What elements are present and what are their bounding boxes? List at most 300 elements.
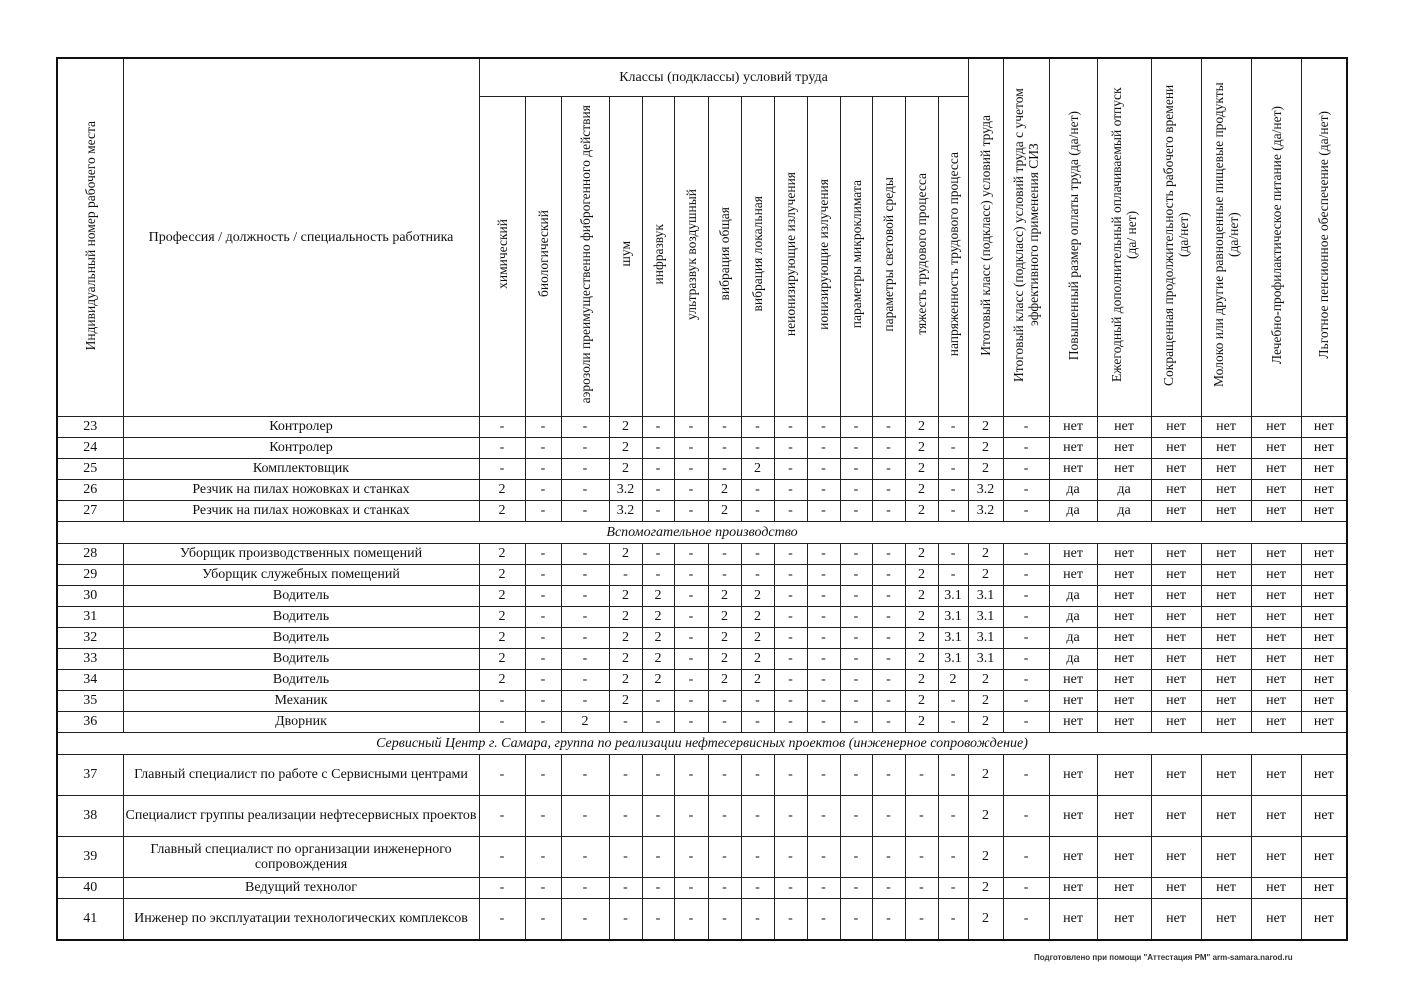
factor-class-cell: - <box>872 795 905 836</box>
guarantee-cell: нет <box>1151 690 1201 711</box>
factor-class-cell: 2 <box>708 669 741 690</box>
profession-name: Дворник <box>123 711 479 732</box>
workplace-number: 29 <box>57 564 123 585</box>
profession-name: Контролер <box>123 416 479 437</box>
factor-class-cell: - <box>609 836 642 877</box>
final-class-cell: 2 <box>968 836 1003 877</box>
final-class-cell: 3.1 <box>968 606 1003 627</box>
factor-class-cell: - <box>741 416 774 437</box>
workplace-number: 41 <box>57 898 123 940</box>
section-title: Вспомогательное производство <box>57 521 1347 543</box>
workplace-number: 31 <box>57 606 123 627</box>
guarantee-cell: нет <box>1201 754 1251 795</box>
factor-class-cell: - <box>708 564 741 585</box>
final-class-cell: - <box>1003 690 1049 711</box>
factor-class-cell: - <box>840 836 872 877</box>
guarantee-cell: нет <box>1151 627 1201 648</box>
factor-class-cell: - <box>774 877 807 898</box>
profession-name: Комплектовщик <box>123 458 479 479</box>
factor-class-cell: - <box>840 795 872 836</box>
factor-class-cell: - <box>872 754 905 795</box>
factor-class-cell: - <box>741 711 774 732</box>
factor-class-cell: 2 <box>479 669 525 690</box>
factor-class-cell: - <box>609 564 642 585</box>
factor-class-cell: - <box>938 711 968 732</box>
header-guarantee: Молоко или другие равноценные пищевые продукты (да/нет) <box>1201 58 1251 416</box>
final-class-cell: 3.1 <box>968 627 1003 648</box>
guarantee-cell: нет <box>1049 690 1097 711</box>
factor-class-cell: - <box>741 836 774 877</box>
factor-class-cell: - <box>674 648 708 669</box>
guarantee-cell: нет <box>1097 458 1151 479</box>
factor-class-cell: - <box>561 564 609 585</box>
guarantee-cell: нет <box>1301 898 1347 940</box>
factor-class-cell: - <box>774 898 807 940</box>
factor-class-cell: 2 <box>741 606 774 627</box>
factor-class-cell: - <box>938 836 968 877</box>
guarantee-cell: нет <box>1251 606 1301 627</box>
factor-class-cell: 2 <box>741 585 774 606</box>
profession-name: Резчик на пилах ножовках и станках <box>123 479 479 500</box>
factor-class-cell: - <box>741 479 774 500</box>
guarantee-cell: нет <box>1201 416 1251 437</box>
factor-class-cell: - <box>561 836 609 877</box>
factor-class-cell: - <box>642 458 674 479</box>
table-row <box>57 543 1347 564</box>
factor-class-cell: - <box>840 648 872 669</box>
guarantee-cell: нет <box>1251 877 1301 898</box>
factor-class-cell: - <box>642 500 674 521</box>
factor-class-cell: 2 <box>561 711 609 732</box>
factor-class-cell: - <box>938 898 968 940</box>
factor-class-cell: - <box>642 416 674 437</box>
factor-class-cell: 2 <box>479 627 525 648</box>
factor-class-cell: - <box>905 754 938 795</box>
factor-class-cell: - <box>872 479 905 500</box>
factor-class-cell: - <box>561 479 609 500</box>
factor-class-cell: - <box>872 606 905 627</box>
factor-class-cell: 2 <box>642 627 674 648</box>
guarantee-cell: нет <box>1097 543 1151 564</box>
guarantee-cell: нет <box>1097 711 1151 732</box>
guarantee-cell: нет <box>1151 898 1201 940</box>
factor-class-cell: - <box>741 898 774 940</box>
factor-class-cell: 2 <box>938 669 968 690</box>
guarantee-cell: нет <box>1097 795 1151 836</box>
factor-class-cell: - <box>674 898 708 940</box>
profession-name: Главный специалист по работе с Сервисными центрами <box>123 754 479 795</box>
factor-class-cell: - <box>525 754 561 795</box>
factor-class-cell: - <box>872 416 905 437</box>
factor-class-cell: - <box>479 877 525 898</box>
workplace-number: 33 <box>57 648 123 669</box>
factor-class-cell: 3.1 <box>938 585 968 606</box>
factor-class-cell: 2 <box>741 458 774 479</box>
profession-name: Резчик на пилах ножовках и станках <box>123 500 479 521</box>
factor-class-cell: - <box>905 898 938 940</box>
guarantee-cell: нет <box>1151 437 1201 458</box>
factor-class-cell: - <box>872 877 905 898</box>
factor-class-cell: - <box>479 795 525 836</box>
workplace-number: 30 <box>57 585 123 606</box>
guarantee-cell: нет <box>1097 606 1151 627</box>
factor-class-cell: - <box>674 711 708 732</box>
factor-class-cell: - <box>938 877 968 898</box>
header-guarantee: Льготное пенсионное обеспечение (да/нет) <box>1301 58 1347 416</box>
table-row <box>57 898 1347 940</box>
factor-class-cell: - <box>807 754 840 795</box>
final-class-cell: - <box>1003 606 1049 627</box>
header-guarantee: Повышенный размер оплаты труда (да/нет) <box>1049 58 1097 416</box>
guarantee-cell: нет <box>1251 543 1301 564</box>
factor-class-cell: - <box>807 416 840 437</box>
factor-class-cell: - <box>561 877 609 898</box>
final-class-cell: 2 <box>968 754 1003 795</box>
factor-class-cell: - <box>774 690 807 711</box>
factor-class-cell: - <box>561 585 609 606</box>
workplace-number: 36 <box>57 711 123 732</box>
factor-class-cell: - <box>774 500 807 521</box>
guarantee-cell: нет <box>1151 585 1201 606</box>
factor-class-cell: - <box>872 711 905 732</box>
workplace-number: 28 <box>57 543 123 564</box>
factor-class-cell: - <box>905 795 938 836</box>
factor-class-cell: - <box>807 711 840 732</box>
factor-class-cell: - <box>840 754 872 795</box>
guarantee-cell: нет <box>1049 437 1097 458</box>
factor-class-cell: - <box>807 479 840 500</box>
workplace-number: 37 <box>57 754 123 795</box>
guarantee-cell: нет <box>1097 648 1151 669</box>
working-conditions-table <box>56 57 1348 941</box>
factor-class-cell: - <box>807 564 840 585</box>
factor-class-cell: - <box>642 437 674 458</box>
guarantee-cell: нет <box>1251 627 1301 648</box>
factor-class-cell: 2 <box>905 479 938 500</box>
factor-class-cell: - <box>840 564 872 585</box>
factor-class-cell: - <box>561 754 609 795</box>
guarantee-cell: нет <box>1251 754 1301 795</box>
guarantee-cell: нет <box>1301 479 1347 500</box>
factor-class-cell: - <box>479 690 525 711</box>
factor-class-cell: - <box>561 543 609 564</box>
factor-class-cell: - <box>741 437 774 458</box>
factor-class-cell: - <box>774 711 807 732</box>
guarantee-cell: нет <box>1301 690 1347 711</box>
guarantee-cell: нет <box>1301 585 1347 606</box>
factor-class-cell: - <box>642 564 674 585</box>
footer-note: Подготовлено при помощи "Аттестация РМ" arm-samara.narod.ru <box>1034 953 1293 962</box>
guarantee-cell: нет <box>1251 690 1301 711</box>
factor-class-cell: - <box>674 564 708 585</box>
factor-class-cell: - <box>741 564 774 585</box>
header-factor: вибрация локальная <box>741 96 774 416</box>
guarantee-cell: нет <box>1301 669 1347 690</box>
factor-class-cell: - <box>525 606 561 627</box>
factor-class-cell: - <box>741 877 774 898</box>
factor-class-cell: - <box>674 543 708 564</box>
factor-class-cell: - <box>708 711 741 732</box>
factor-class-cell: - <box>840 416 872 437</box>
header-factor: химический <box>479 96 525 416</box>
guarantee-cell: нет <box>1049 416 1097 437</box>
factor-class-cell: - <box>840 437 872 458</box>
guarantee-cell: нет <box>1251 711 1301 732</box>
header-final-class: Итоговый класс (подкласс) условий труда <box>968 58 1003 416</box>
factor-class-cell: - <box>840 711 872 732</box>
guarantee-cell: нет <box>1251 795 1301 836</box>
factor-class-cell: 2 <box>708 606 741 627</box>
final-class-cell: 2 <box>968 690 1003 711</box>
factor-class-cell: - <box>525 543 561 564</box>
factor-class-cell: - <box>872 648 905 669</box>
guarantee-cell: нет <box>1201 669 1251 690</box>
factor-class-cell: - <box>674 877 708 898</box>
guarantee-cell: нет <box>1201 458 1251 479</box>
factor-class-cell: - <box>561 669 609 690</box>
factor-class-cell: - <box>905 877 938 898</box>
factor-class-cell: - <box>774 564 807 585</box>
guarantee-cell: нет <box>1049 795 1097 836</box>
factor-class-cell: - <box>525 564 561 585</box>
factor-class-cell: 2 <box>479 564 525 585</box>
factor-class-cell: - <box>840 690 872 711</box>
guarantee-cell: нет <box>1097 585 1151 606</box>
factor-class-cell: - <box>525 500 561 521</box>
factor-class-cell: - <box>774 543 807 564</box>
profession-name: Уборщик производственных помещений <box>123 543 479 564</box>
section-row <box>57 521 1347 543</box>
guarantee-cell: нет <box>1301 543 1347 564</box>
factor-class-cell: 2 <box>741 648 774 669</box>
factor-class-cell: - <box>561 627 609 648</box>
guarantee-cell: нет <box>1251 437 1301 458</box>
factor-class-cell: - <box>642 711 674 732</box>
guarantee-cell: нет <box>1151 836 1201 877</box>
factor-class-cell: 2 <box>905 627 938 648</box>
factor-class-cell: 2 <box>708 648 741 669</box>
factor-class-cell: - <box>741 543 774 564</box>
table-row <box>57 711 1347 732</box>
factor-class-cell: - <box>774 606 807 627</box>
final-class-cell: 2 <box>968 564 1003 585</box>
factor-class-cell: - <box>609 711 642 732</box>
factor-class-cell: - <box>479 437 525 458</box>
guarantee-cell: нет <box>1301 648 1347 669</box>
guarantee-cell: нет <box>1301 500 1347 521</box>
workplace-number: 38 <box>57 795 123 836</box>
guarantee-cell: нет <box>1151 877 1201 898</box>
workplace-number: 25 <box>57 458 123 479</box>
factor-class-cell: - <box>938 500 968 521</box>
factor-class-cell: - <box>774 669 807 690</box>
factor-class-cell: 2 <box>609 585 642 606</box>
factor-class-cell: - <box>938 754 968 795</box>
factor-class-cell: 2 <box>609 437 642 458</box>
section-title: Сервисный Центр г. Самара, группа по реализации нефтесервисных проектов (инженерное сопровождение) <box>57 732 1347 754</box>
profession-name: Контролер <box>123 437 479 458</box>
factor-class-cell: 2 <box>708 479 741 500</box>
factor-class-cell: - <box>840 898 872 940</box>
factor-class-cell: - <box>938 564 968 585</box>
workplace-number: 35 <box>57 690 123 711</box>
guarantee-cell: нет <box>1151 606 1201 627</box>
factor-class-cell: - <box>872 669 905 690</box>
header-factor: шум <box>609 96 642 416</box>
guarantee-cell: нет <box>1151 458 1201 479</box>
factor-class-cell: - <box>774 754 807 795</box>
final-class-cell: - <box>1003 500 1049 521</box>
factor-class-cell: - <box>741 500 774 521</box>
guarantee-cell: нет <box>1301 627 1347 648</box>
factor-class-cell: - <box>840 627 872 648</box>
factor-class-cell: 2 <box>609 458 642 479</box>
final-class-cell: - <box>1003 669 1049 690</box>
guarantee-cell: нет <box>1201 627 1251 648</box>
guarantee-cell: нет <box>1251 585 1301 606</box>
guarantee-cell: нет <box>1097 416 1151 437</box>
factor-class-cell: 2 <box>741 669 774 690</box>
factor-class-cell: - <box>741 754 774 795</box>
factor-class-cell: 2 <box>479 479 525 500</box>
final-class-cell: 2 <box>968 877 1003 898</box>
factor-class-cell: - <box>938 479 968 500</box>
guarantee-cell: нет <box>1151 711 1201 732</box>
factor-class-cell: - <box>525 458 561 479</box>
guarantee-cell: нет <box>1251 898 1301 940</box>
profession-name: Механик <box>123 690 479 711</box>
factor-class-cell: 2 <box>479 648 525 669</box>
factor-class-cell: 2 <box>905 564 938 585</box>
final-class-cell: - <box>1003 754 1049 795</box>
final-class-cell: 3.2 <box>968 500 1003 521</box>
guarantee-cell: нет <box>1201 500 1251 521</box>
factor-class-cell: - <box>872 437 905 458</box>
final-class-cell: 3.2 <box>968 479 1003 500</box>
guarantee-cell: нет <box>1301 836 1347 877</box>
guarantee-cell: нет <box>1251 479 1301 500</box>
factor-class-cell: - <box>561 437 609 458</box>
factor-class-cell: - <box>525 795 561 836</box>
table-row <box>57 500 1347 521</box>
final-class-cell: - <box>1003 836 1049 877</box>
factor-class-cell: - <box>807 437 840 458</box>
factor-class-cell: - <box>674 795 708 836</box>
factor-class-cell: 2 <box>609 627 642 648</box>
guarantee-cell: нет <box>1151 500 1201 521</box>
section-row <box>57 732 1347 754</box>
factor-class-cell: 2 <box>609 416 642 437</box>
guarantee-cell: нет <box>1151 754 1201 795</box>
factor-class-cell: - <box>774 585 807 606</box>
factor-class-cell: - <box>840 669 872 690</box>
factor-class-cell: - <box>674 500 708 521</box>
guarantee-cell: нет <box>1151 648 1201 669</box>
factor-class-cell: 2 <box>479 500 525 521</box>
table-row <box>57 416 1347 437</box>
factor-class-cell: - <box>807 606 840 627</box>
guarantee-cell: нет <box>1251 564 1301 585</box>
workplace-number: 40 <box>57 877 123 898</box>
header-factor: ультразвук воздушный <box>674 96 708 416</box>
factor-class-cell: - <box>708 898 741 940</box>
factor-class-cell: 2 <box>905 500 938 521</box>
factor-class-cell: 3.1 <box>938 627 968 648</box>
factor-class-cell: - <box>807 877 840 898</box>
guarantee-cell: да <box>1049 648 1097 669</box>
factor-class-cell: - <box>642 877 674 898</box>
guarantee-cell: нет <box>1301 795 1347 836</box>
table-row <box>57 795 1347 836</box>
factor-class-cell: - <box>674 479 708 500</box>
factor-class-cell: - <box>525 690 561 711</box>
factor-class-cell: - <box>642 543 674 564</box>
factor-class-cell: 2 <box>905 437 938 458</box>
guarantee-cell: нет <box>1097 836 1151 877</box>
factor-class-cell: 3.1 <box>938 606 968 627</box>
factor-class-cell: - <box>741 795 774 836</box>
final-class-cell: - <box>1003 564 1049 585</box>
factor-class-cell: - <box>642 898 674 940</box>
guarantee-cell: нет <box>1049 754 1097 795</box>
factor-class-cell: 2 <box>708 585 741 606</box>
guarantee-cell: да <box>1049 500 1097 521</box>
guarantee-cell: нет <box>1201 543 1251 564</box>
factor-class-cell: 2 <box>609 669 642 690</box>
workplace-number: 23 <box>57 416 123 437</box>
guarantee-cell: нет <box>1201 564 1251 585</box>
guarantee-cell: нет <box>1151 795 1201 836</box>
factor-class-cell: - <box>674 585 708 606</box>
table-row <box>57 669 1347 690</box>
profession-name: Водитель <box>123 669 479 690</box>
header-factor: инфразвук <box>642 96 674 416</box>
guarantee-cell: нет <box>1049 898 1097 940</box>
factor-class-cell: - <box>674 437 708 458</box>
factor-class-cell: - <box>561 648 609 669</box>
guarantee-cell: нет <box>1301 754 1347 795</box>
table-row <box>57 564 1347 585</box>
final-class-cell: 2 <box>968 437 1003 458</box>
factor-class-cell: - <box>872 564 905 585</box>
factor-class-cell: 2 <box>708 627 741 648</box>
factor-class-cell: - <box>674 754 708 795</box>
guarantee-cell: нет <box>1097 669 1151 690</box>
factor-class-cell: - <box>774 458 807 479</box>
table-row <box>57 437 1347 458</box>
final-class-cell: 2 <box>968 543 1003 564</box>
factor-class-cell: 2 <box>741 627 774 648</box>
guarantee-cell: да <box>1097 500 1151 521</box>
factor-class-cell: 2 <box>708 500 741 521</box>
guarantee-cell: нет <box>1301 437 1347 458</box>
factor-class-cell: - <box>938 437 968 458</box>
guarantee-cell: нет <box>1251 500 1301 521</box>
factor-class-cell: - <box>807 795 840 836</box>
factor-class-cell: - <box>840 543 872 564</box>
factor-class-cell: - <box>642 836 674 877</box>
factor-class-cell: 2 <box>905 458 938 479</box>
factor-class-cell: 2 <box>479 543 525 564</box>
factor-class-cell: 2 <box>609 543 642 564</box>
header-workplace-no: Индивидуальный номер рабочего места <box>57 58 123 416</box>
final-class-cell: 2 <box>968 711 1003 732</box>
final-class-cell: - <box>1003 648 1049 669</box>
factor-class-cell: - <box>525 437 561 458</box>
factor-class-cell: - <box>609 754 642 795</box>
factor-class-cell: - <box>525 648 561 669</box>
table-row <box>57 877 1347 898</box>
